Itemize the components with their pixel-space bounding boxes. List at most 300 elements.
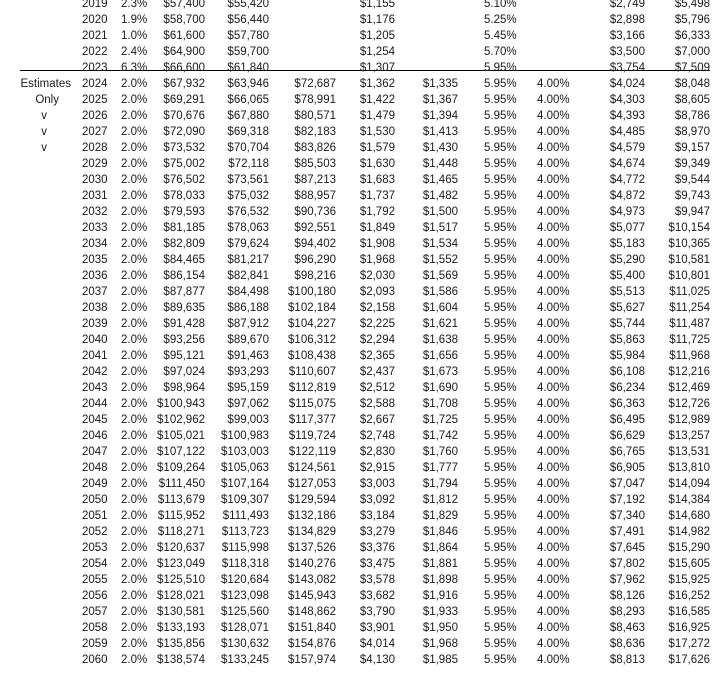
cell-value-g[interactable]: $13,257 (668, 430, 710, 442)
cell-value-f[interactable]: $4,393 (609, 110, 645, 122)
cell-year[interactable]: 2031 (82, 190, 108, 202)
cell-value-c[interactable]: $117,377 (288, 414, 336, 426)
cell-value-a[interactable]: $82,809 (163, 238, 205, 250)
cell-value-e[interactable]: $1,413 (422, 126, 458, 138)
cell-value-a[interactable]: $64,900 (163, 46, 205, 58)
cell-value-a[interactable]: $93,256 (163, 334, 205, 346)
cell-value-b[interactable]: $55,420 (227, 0, 269, 10)
cell-value-b[interactable]: $123,098 (221, 590, 269, 602)
cell-value-e[interactable]: $1,394 (422, 110, 458, 122)
cell-percent-a[interactable]: 5.95% (484, 542, 517, 554)
cell-value-b[interactable]: $120,684 (221, 574, 269, 586)
cell-percent-a[interactable]: 5.25% (484, 14, 517, 26)
cell-value-d[interactable]: $1,205 (359, 30, 395, 42)
cell-value-a[interactable]: $118,271 (157, 526, 205, 538)
cell-year[interactable]: 2026 (82, 110, 108, 122)
cell-value-d[interactable]: $2,365 (359, 350, 395, 362)
cell-value-g[interactable]: $11,968 (669, 350, 710, 362)
cell-percent-a[interactable]: 5.95% (484, 606, 517, 618)
cell-value-g[interactable]: $8,970 (674, 126, 710, 138)
cell-year[interactable]: 2050 (82, 494, 108, 506)
cell-percent-b[interactable]: 4.00% (537, 638, 570, 650)
cell-value-e[interactable]: $1,881 (422, 558, 458, 570)
cell-percent-b[interactable]: 4.00% (537, 622, 570, 634)
cell-value-b[interactable]: $70,704 (227, 142, 269, 154)
cell-value-f[interactable]: $6,363 (609, 398, 645, 410)
cell-growth-rate[interactable]: 2.0% (121, 542, 148, 554)
cell-value-c[interactable]: $87,213 (294, 174, 336, 186)
cell-growth-rate[interactable]: 2.0% (121, 222, 148, 234)
cell-value-d[interactable]: $1,422 (359, 94, 395, 106)
cell-percent-a[interactable]: 5.95% (484, 286, 517, 298)
cell-value-d[interactable]: $3,279 (359, 526, 395, 538)
cell-value-c[interactable]: $100,180 (288, 286, 336, 298)
cell-year[interactable]: 2059 (82, 638, 108, 650)
cell-value-g[interactable]: $17,272 (668, 638, 710, 650)
cell-value-a[interactable]: $107,122 (157, 446, 205, 458)
cell-value-e[interactable]: $1,621 (422, 318, 458, 330)
cell-percent-b[interactable]: 4.00% (537, 606, 570, 618)
cell-year[interactable]: 2049 (82, 478, 108, 490)
cell-value-g[interactable]: $11,254 (669, 302, 710, 314)
cell-percent-a[interactable]: 5.95% (484, 302, 517, 314)
cell-value-b[interactable]: $105,063 (221, 462, 269, 474)
cell-year[interactable]: 2025 (82, 94, 108, 106)
cell-value-d[interactable]: $2,437 (359, 366, 395, 378)
cell-percent-a[interactable]: 5.95% (484, 78, 517, 90)
cell-value-c[interactable]: $98,216 (294, 270, 336, 282)
cell-value-g[interactable]: $16,585 (668, 606, 710, 618)
cell-percent-b[interactable]: 4.00% (537, 366, 570, 378)
cell-value-e[interactable]: $1,335 (422, 78, 458, 90)
cell-value-e[interactable]: $1,448 (422, 158, 458, 170)
cell-value-a[interactable]: $79,593 (163, 206, 205, 218)
cell-percent-a[interactable]: 5.95% (484, 238, 517, 250)
cell-growth-rate[interactable]: 2.0% (121, 590, 148, 602)
cell-value-g[interactable]: $16,925 (668, 622, 710, 634)
cell-value-a[interactable]: $123,049 (157, 558, 205, 570)
cell-percent-a[interactable]: 5.95% (484, 574, 517, 586)
cell-value-c[interactable]: $94,402 (294, 238, 336, 250)
cell-percent-b[interactable]: 4.00% (537, 270, 570, 282)
cell-value-e[interactable]: $1,552 (422, 254, 458, 266)
cell-value-a[interactable]: $95,121 (163, 350, 205, 362)
cell-value-e[interactable]: $1,864 (422, 542, 458, 554)
cell-value-c[interactable]: $88,957 (294, 190, 336, 202)
cell-value-g[interactable]: $8,786 (674, 110, 710, 122)
cell-value-g[interactable]: $5,498 (674, 0, 710, 10)
cell-value-b[interactable]: $128,071 (221, 622, 269, 634)
cell-value-c[interactable]: $83,826 (294, 142, 336, 154)
cell-growth-rate[interactable]: 2.0% (121, 190, 148, 202)
cell-value-f[interactable]: $4,024 (609, 78, 645, 90)
cell-value-c[interactable]: $145,943 (288, 590, 336, 602)
cell-percent-a[interactable]: 5.95% (484, 430, 517, 442)
cell-value-b[interactable]: $69,318 (227, 126, 269, 138)
cell-percent-a[interactable]: 5.95% (484, 478, 517, 490)
cell-growth-rate[interactable]: 2.0% (121, 238, 148, 250)
cell-year[interactable]: 2058 (82, 622, 108, 634)
cell-value-g[interactable]: $10,801 (668, 270, 710, 282)
cell-value-e[interactable]: $1,742 (422, 430, 458, 442)
cell-growth-rate[interactable]: 2.0% (121, 462, 148, 474)
cell-value-e[interactable]: $1,586 (422, 286, 458, 298)
cell-value-f[interactable]: $8,636 (609, 638, 645, 650)
cell-growth-rate[interactable]: 2.0% (121, 398, 148, 410)
cell-percent-b[interactable]: 4.00% (537, 526, 570, 538)
cell-percent-a[interactable]: 5.95% (484, 190, 517, 202)
cell-percent-b[interactable]: 4.00% (537, 238, 570, 250)
cell-percent-a[interactable]: 5.95% (484, 126, 517, 138)
cell-percent-b[interactable]: 4.00% (537, 446, 570, 458)
cell-value-e[interactable]: $1,985 (422, 654, 458, 666)
cell-value-d[interactable]: $2,093 (359, 286, 395, 298)
cell-percent-b[interactable]: 4.00% (537, 94, 570, 106)
cell-value-d[interactable]: $2,225 (359, 318, 395, 330)
cell-value-d[interactable]: $2,158 (359, 302, 395, 314)
cell-year[interactable]: 2038 (82, 302, 108, 314)
cell-value-e[interactable]: $1,725 (422, 414, 458, 426)
cell-value-c[interactable]: $85,503 (294, 158, 336, 170)
cell-percent-a[interactable]: 5.95% (484, 638, 517, 650)
cell-value-c[interactable]: $112,819 (288, 382, 336, 394)
cell-growth-rate[interactable]: 2.0% (121, 302, 148, 314)
cell-value-b[interactable]: $95,159 (227, 382, 269, 394)
cell-value-c[interactable]: $72,687 (294, 78, 336, 90)
cell-value-d[interactable]: $4,130 (359, 654, 395, 666)
cell-percent-b[interactable]: 4.00% (537, 510, 570, 522)
cell-percent-b[interactable]: 4.00% (537, 254, 570, 266)
cell-year[interactable]: 2024 (82, 78, 108, 90)
cell-growth-rate[interactable]: 2.0% (121, 110, 148, 122)
cell-value-a[interactable]: $109,264 (157, 462, 205, 474)
cell-value-f[interactable]: $6,629 (609, 430, 645, 442)
cell-value-b[interactable]: $76,532 (227, 206, 269, 218)
cell-value-e[interactable]: $1,673 (422, 366, 458, 378)
cell-growth-rate[interactable]: 2.0% (121, 430, 148, 442)
cell-value-d[interactable]: $1,792 (359, 206, 395, 218)
cell-value-d[interactable]: $1,968 (359, 254, 395, 266)
cell-value-f[interactable]: $4,772 (609, 174, 645, 186)
cell-value-d[interactable]: $3,003 (359, 478, 395, 490)
cell-value-e[interactable]: $1,846 (422, 526, 458, 538)
cell-value-d[interactable]: $3,376 (359, 542, 395, 554)
cell-value-d[interactable]: $4,014 (359, 638, 395, 650)
cell-value-c[interactable]: $115,075 (288, 398, 336, 410)
cell-value-g[interactable]: $7,509 (674, 62, 710, 74)
cell-value-g[interactable]: $16,252 (668, 590, 710, 602)
cell-percent-b[interactable]: 4.00% (537, 654, 570, 666)
cell-year[interactable]: 2056 (82, 590, 108, 602)
cell-value-a[interactable]: $130,581 (157, 606, 205, 618)
cell-value-d[interactable]: $2,588 (359, 398, 395, 410)
cell-value-c[interactable]: $90,736 (294, 206, 336, 218)
cell-value-c[interactable]: $96,290 (294, 254, 336, 266)
cell-percent-b[interactable]: 4.00% (537, 542, 570, 554)
cell-year[interactable]: 2032 (82, 206, 108, 218)
cell-value-b[interactable]: $97,062 (227, 398, 269, 410)
cell-value-e[interactable]: $1,708 (422, 398, 458, 410)
cell-value-g[interactable]: $15,925 (668, 574, 710, 586)
cell-percent-b[interactable]: 4.00% (537, 430, 570, 442)
cell-value-a[interactable]: $75,002 (163, 158, 205, 170)
cell-percent-b[interactable]: 4.00% (537, 286, 570, 298)
cell-value-d[interactable]: $2,512 (359, 382, 395, 394)
cell-value-b[interactable]: $130,632 (221, 638, 269, 650)
cell-value-b[interactable]: $79,624 (227, 238, 269, 250)
cell-year[interactable]: 2019 (82, 0, 108, 10)
cell-year[interactable]: 2039 (82, 318, 108, 330)
cell-year[interactable]: 2036 (82, 270, 108, 282)
cell-value-e[interactable]: $1,777 (422, 462, 458, 474)
cell-value-d[interactable]: $1,630 (359, 158, 395, 170)
cell-value-f[interactable]: $4,579 (609, 142, 645, 154)
cell-value-e[interactable]: $1,367 (422, 94, 458, 106)
cell-value-c[interactable]: $82,183 (294, 126, 336, 138)
cell-value-a[interactable]: $61,600 (163, 30, 205, 42)
cell-value-b[interactable]: $63,946 (227, 78, 269, 90)
cell-percent-a[interactable]: 5.95% (484, 158, 517, 170)
cell-percent-b[interactable]: 4.00% (537, 414, 570, 426)
cell-value-d[interactable]: $1,849 (359, 222, 395, 234)
cell-growth-rate[interactable]: 1.0% (121, 30, 148, 42)
cell-value-a[interactable]: $113,679 (157, 494, 205, 506)
cell-value-g[interactable]: $9,157 (674, 142, 710, 154)
cell-value-c[interactable]: $108,438 (288, 350, 336, 362)
cell-growth-rate[interactable]: 2.0% (121, 606, 148, 618)
cell-value-g[interactable]: $11,487 (669, 318, 710, 330)
cell-value-b[interactable]: $61,840 (227, 62, 269, 74)
cell-value-g[interactable]: $14,982 (668, 526, 710, 538)
cell-value-f[interactable]: $5,863 (609, 334, 645, 346)
cell-growth-rate[interactable]: 2.0% (121, 334, 148, 346)
cell-growth-rate[interactable]: 2.0% (121, 174, 148, 186)
cell-value-e[interactable]: $1,968 (422, 638, 458, 650)
cell-year[interactable]: 2022 (82, 46, 108, 58)
cell-value-d[interactable]: $1,176 (359, 14, 395, 26)
cell-value-c[interactable]: $78,991 (294, 94, 336, 106)
cell-value-a[interactable]: $84,465 (163, 254, 205, 266)
cell-value-a[interactable]: $105,021 (157, 430, 205, 442)
cell-year[interactable]: 2033 (82, 222, 108, 234)
cell-year[interactable]: 2051 (82, 510, 108, 522)
cell-percent-b[interactable]: 4.00% (537, 350, 570, 362)
cell-year[interactable]: 2037 (82, 286, 108, 298)
cell-year[interactable]: 2028 (82, 142, 108, 154)
cell-percent-b[interactable]: 4.00% (537, 462, 570, 474)
cell-value-b[interactable]: $66,065 (227, 94, 269, 106)
cell-value-f[interactable]: $7,802 (609, 558, 645, 570)
cell-value-f[interactable]: $7,047 (609, 478, 645, 490)
cell-percent-a[interactable]: 5.95% (484, 654, 517, 666)
cell-value-d[interactable]: $3,092 (359, 494, 395, 506)
cell-value-a[interactable]: $115,952 (157, 510, 205, 522)
cell-value-g[interactable]: $10,581 (668, 254, 710, 266)
cell-growth-rate[interactable]: 2.0% (121, 350, 148, 362)
cell-year[interactable]: 2021 (82, 30, 108, 42)
cell-value-d[interactable]: $1,155 (359, 0, 395, 10)
cell-value-e[interactable]: $1,604 (422, 302, 458, 314)
cell-value-c[interactable]: $157,974 (288, 654, 336, 666)
cell-value-b[interactable]: $109,307 (221, 494, 269, 506)
cell-value-a[interactable]: $91,428 (163, 318, 205, 330)
cell-value-f[interactable]: $4,674 (609, 158, 645, 170)
cell-value-b[interactable]: $113,723 (221, 526, 269, 538)
cell-percent-b[interactable]: 4.00% (537, 142, 570, 154)
cell-value-f[interactable]: $8,813 (609, 654, 645, 666)
cell-value-f[interactable]: $5,513 (609, 286, 645, 298)
cell-value-d[interactable]: $1,579 (359, 142, 395, 154)
cell-value-a[interactable]: $81,185 (163, 222, 205, 234)
cell-value-e[interactable]: $1,430 (422, 142, 458, 154)
cell-value-a[interactable]: $70,676 (163, 110, 205, 122)
cell-value-c[interactable]: $80,571 (294, 110, 336, 122)
cell-growth-rate[interactable]: 2.0% (121, 366, 148, 378)
cell-value-c[interactable]: $104,227 (288, 318, 336, 330)
cell-value-g[interactable]: $9,743 (674, 190, 710, 202)
cell-growth-rate[interactable]: 2.0% (121, 126, 148, 138)
cell-value-f[interactable]: $4,303 (609, 94, 645, 106)
cell-percent-a[interactable]: 5.95% (484, 398, 517, 410)
cell-value-d[interactable]: $2,830 (359, 446, 395, 458)
cell-value-g[interactable]: $13,810 (668, 462, 710, 474)
cell-value-b[interactable]: $86,188 (227, 302, 269, 314)
cell-value-g[interactable]: $11,725 (669, 334, 710, 346)
cell-percent-a[interactable]: 5.95% (484, 270, 517, 282)
cell-value-c[interactable]: $129,594 (288, 494, 336, 506)
cell-percent-b[interactable]: 4.00% (537, 494, 570, 506)
cell-year[interactable]: 2045 (82, 414, 108, 426)
cell-value-e[interactable]: $1,517 (422, 222, 458, 234)
cell-year[interactable]: 2053 (82, 542, 108, 554)
cell-year[interactable]: 2044 (82, 398, 108, 410)
cell-percent-b[interactable]: 4.00% (537, 206, 570, 218)
cell-growth-rate[interactable]: 2.0% (121, 94, 148, 106)
cell-value-d[interactable]: $2,915 (359, 462, 395, 474)
cell-percent-a[interactable]: 5.95% (484, 446, 517, 458)
cell-value-a[interactable]: $76,502 (163, 174, 205, 186)
cell-growth-rate[interactable]: 2.0% (121, 414, 148, 426)
cell-percent-a[interactable]: 5.95% (484, 94, 517, 106)
cell-percent-a[interactable]: 5.95% (484, 558, 517, 570)
cell-value-g[interactable]: $9,947 (674, 206, 710, 218)
cell-percent-b[interactable]: 4.00% (537, 558, 570, 570)
cell-percent-a[interactable]: 5.10% (484, 0, 517, 10)
cell-growth-rate[interactable]: 2.0% (121, 510, 148, 522)
cell-value-g[interactable]: $10,365 (668, 238, 710, 250)
cell-percent-b[interactable]: 4.00% (537, 174, 570, 186)
cell-percent-a[interactable]: 5.95% (484, 110, 517, 122)
cell-value-a[interactable]: $135,856 (157, 638, 205, 650)
cell-value-a[interactable]: $86,154 (163, 270, 205, 282)
cell-value-b[interactable]: $82,841 (227, 270, 269, 282)
cell-percent-a[interactable]: 5.95% (484, 222, 517, 234)
cell-value-a[interactable]: $72,090 (163, 126, 205, 138)
cell-value-d[interactable]: $2,030 (359, 270, 395, 282)
cell-growth-rate[interactable]: 2.0% (121, 318, 148, 330)
cell-value-b[interactable]: $115,998 (221, 542, 269, 554)
cell-value-e[interactable]: $1,898 (422, 574, 458, 586)
cell-growth-rate[interactable]: 2.0% (121, 382, 148, 394)
cell-value-f[interactable]: $2,898 (609, 14, 645, 26)
cell-value-f[interactable]: $6,765 (609, 446, 645, 458)
cell-value-a[interactable]: $98,964 (163, 382, 205, 394)
cell-value-f[interactable]: $6,108 (609, 366, 645, 378)
cell-value-f[interactable]: $3,166 (609, 30, 645, 42)
cell-percent-b[interactable]: 4.00% (537, 78, 570, 90)
cell-value-b[interactable]: $81,217 (227, 254, 269, 266)
cell-percent-b[interactable]: 4.00% (537, 190, 570, 202)
cell-year[interactable]: 2057 (82, 606, 108, 618)
cell-value-f[interactable]: $5,400 (609, 270, 645, 282)
cell-year[interactable]: 2041 (82, 350, 108, 362)
cell-value-f[interactable]: $3,500 (609, 46, 645, 58)
cell-percent-a[interactable]: 5.95% (484, 510, 517, 522)
cell-value-f[interactable]: $4,973 (609, 206, 645, 218)
cell-percent-a[interactable]: 5.95% (484, 206, 517, 218)
cell-value-g[interactable]: $10,154 (668, 222, 710, 234)
cell-value-a[interactable]: $57,400 (163, 0, 205, 10)
cell-value-b[interactable]: $56,440 (227, 14, 269, 26)
cell-value-e[interactable]: $1,690 (422, 382, 458, 394)
cell-value-d[interactable]: $1,362 (359, 78, 395, 90)
cell-value-e[interactable]: $1,812 (422, 494, 458, 506)
cell-value-g[interactable]: $14,680 (668, 510, 710, 522)
cell-value-b[interactable]: $67,880 (227, 110, 269, 122)
cell-value-g[interactable]: $12,469 (668, 382, 710, 394)
cell-percent-b[interactable]: 4.00% (537, 334, 570, 346)
cell-growth-rate[interactable]: 2.0% (121, 206, 148, 218)
cell-year[interactable]: 2047 (82, 446, 108, 458)
cell-growth-rate[interactable]: 2.0% (121, 446, 148, 458)
cell-growth-rate[interactable]: 2.0% (121, 526, 148, 538)
cell-value-e[interactable]: $1,482 (422, 190, 458, 202)
cell-value-f[interactable]: $7,645 (609, 542, 645, 554)
cell-value-f[interactable]: $7,491 (609, 526, 645, 538)
cell-value-c[interactable]: $106,312 (288, 334, 336, 346)
cell-growth-rate[interactable]: 2.0% (121, 622, 148, 634)
cell-value-g[interactable]: $8,048 (674, 78, 710, 90)
cell-value-a[interactable]: $128,021 (157, 590, 205, 602)
cell-year[interactable]: 2029 (82, 158, 108, 170)
cell-growth-rate[interactable]: 2.0% (121, 254, 148, 266)
cell-value-e[interactable]: $1,933 (422, 606, 458, 618)
cell-value-c[interactable]: $119,724 (288, 430, 336, 442)
cell-value-g[interactable]: $6,333 (674, 30, 710, 42)
cell-value-d[interactable]: $1,479 (359, 110, 395, 122)
cell-growth-rate[interactable]: 2.0% (121, 638, 148, 650)
cell-value-b[interactable]: $73,561 (227, 174, 269, 186)
cell-growth-rate[interactable]: 2.0% (121, 494, 148, 506)
cell-value-b[interactable]: $125,560 (221, 606, 269, 618)
cell-growth-rate[interactable]: 2.0% (121, 270, 148, 282)
cell-value-b[interactable]: $99,003 (227, 414, 269, 426)
cell-value-d[interactable]: $3,901 (359, 622, 395, 634)
cell-value-b[interactable]: $93,293 (227, 366, 269, 378)
cell-year[interactable]: 2060 (82, 654, 108, 666)
cell-value-a[interactable]: $100,943 (157, 398, 205, 410)
cell-year[interactable]: 2042 (82, 366, 108, 378)
cell-percent-b[interactable]: 4.00% (537, 574, 570, 586)
cell-value-b[interactable]: $103,003 (221, 446, 269, 458)
cell-value-d[interactable]: $1,737 (359, 190, 395, 202)
cell-value-f[interactable]: $8,126 (609, 590, 645, 602)
cell-growth-rate[interactable]: 2.0% (121, 142, 148, 154)
cell-percent-a[interactable]: 5.70% (484, 46, 517, 58)
cell-value-b[interactable]: $75,032 (227, 190, 269, 202)
cell-value-g[interactable]: $12,216 (668, 366, 710, 378)
cell-value-f[interactable]: $5,744 (609, 318, 645, 330)
